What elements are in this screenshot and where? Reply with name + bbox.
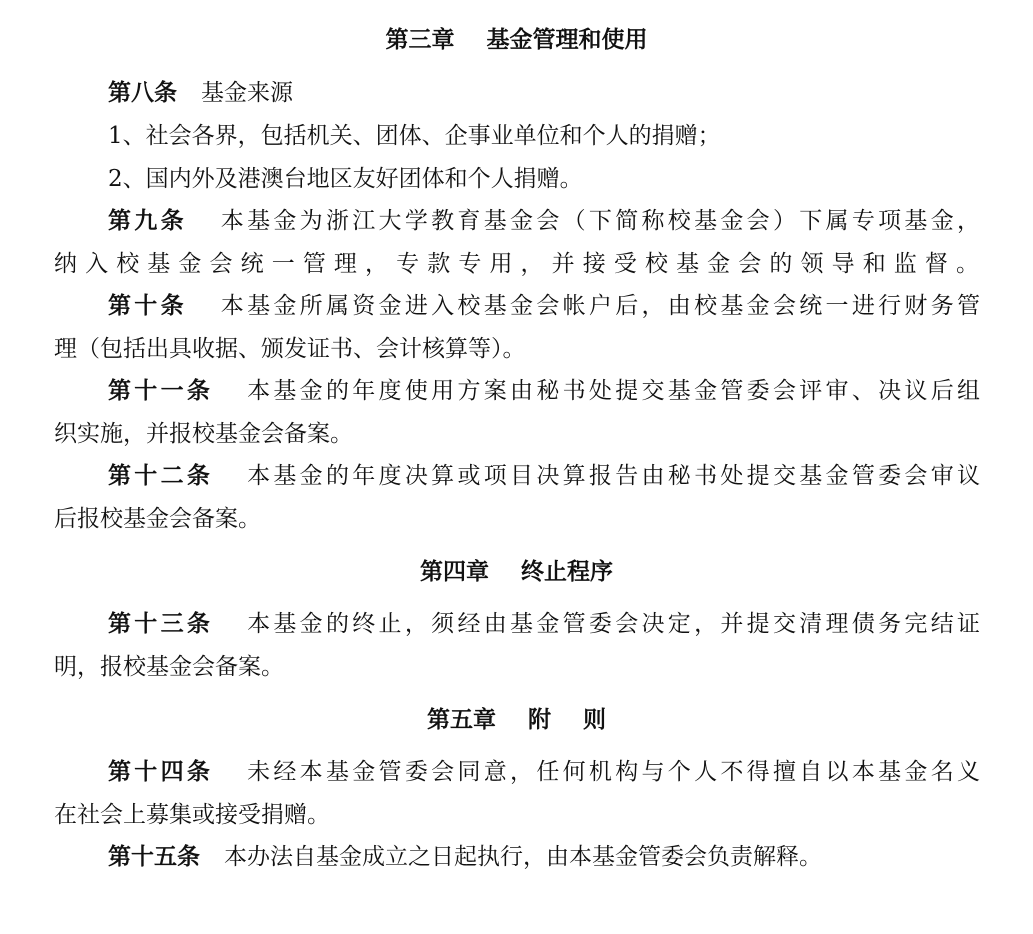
article-12-line-1 [108,461,980,491]
article-11-text: 本基金的年度使用方案由秘书处提交基金管委会评审、决议后组 [247,378,981,404]
article-10-line-2: 理（包括出具收据、颁发证书、会计核算等）。 [54,336,526,362]
article-8-item-2: 2、国内外及港澳台地区友好团体和个人捐赠。 [108,166,583,192]
article-13-heading: 第十三条 [108,611,214,637]
article-9-text: 本基金为浙江大学教育基金会（下简称校基金会）下属专项基金， [220,208,981,234]
article-12-text: 本基金的年度决算或项目决算报告由秘书处提交基金管委会审议 [247,463,981,489]
article-12-heading: 第十二条 [108,463,214,489]
article-15-line-1 [108,842,822,872]
article-15-text: 本办法自基金成立之日起执行，由本基金管委会负责解释。 [224,844,823,870]
article-9-heading: 第九条 [108,208,187,234]
article-14-line-2: 在社会上募集或接受捐赠。 [54,802,330,828]
article-14-heading: 第十四条 [108,759,214,785]
article-14-line-1 [108,757,980,787]
article-10-line-1 [108,291,980,321]
article-8-text: 基金来源 [201,80,294,106]
article-13-text: 本基金的终止，须经由基金管委会决定，并提交清理债务完结证 [247,611,981,637]
chapter-3-title: 第三章 基金管理和使用 [385,27,648,53]
article-9-line-2: 纳入校基金会统一管理，专款专用，并接受校基金会的领导和监督。 [54,251,979,277]
article-8-heading: 第八条 [108,80,177,106]
article-14-text: 未经本基金管委会同意，任何机构与个人不得擅自以本基金名义 [247,759,981,785]
article-13-line-2: 明，报校基金会备案。 [54,654,284,680]
article-10-heading: 第十条 [108,293,187,319]
article-11-line-1 [108,376,980,406]
article-12-line-2: 后报校基金会备案。 [54,506,261,532]
article-8-item-1: 1、社会各界，包括机关、团体、企事业单位和个人的捐赠； [108,123,721,149]
chapter-5-title: 第五章 附 则 [426,707,607,733]
article-8 [108,78,293,108]
article-11-heading: 第十一条 [108,378,214,404]
chapter-4-title: 第四章 终止程序 [419,559,614,585]
article-10-text: 本基金所属资金进入校基金会帐户后，由校基金会统一进行财务管 [220,293,981,319]
article-9-line-1 [108,206,980,236]
article-15-heading: 第十五条 [108,844,200,870]
article-11-line-2: 织实施，并报校基金会备案。 [54,421,353,447]
article-13-line-1 [108,609,980,639]
